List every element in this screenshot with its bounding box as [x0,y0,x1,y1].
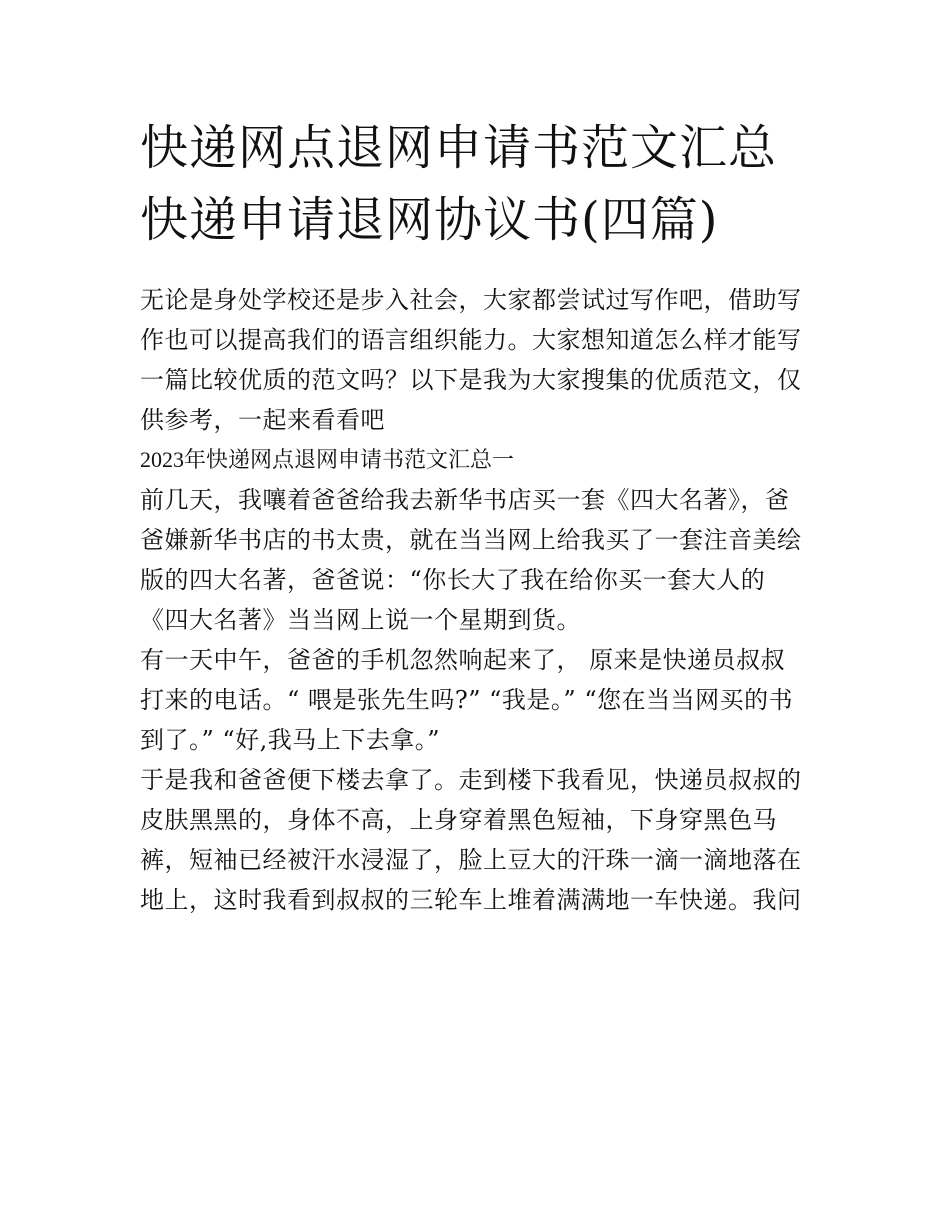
document-title [140,112,830,256]
text-line: 打来的电话。“ 喂是张先生吗?” “我是。” “您在当当网买的书 [140,686,794,714]
text-line: 供参考，一起来看看吧 [140,406,385,434]
text-line: 到了。” “好,我马上下去拿。” [140,726,441,754]
body-paragraph-2 [140,640,820,760]
text-line: 一篇比较优质的范文吗？以下是我为大家搜集的优质范文，仅 [140,366,802,394]
text-line: 《四大名著》当当网上说一个星期到货。 [140,606,581,634]
text-line: 于是我和爸爸便下楼去拿了。走到楼下我看见，快递员叔叔的 [140,766,802,794]
text-line: 作也可以提高我们的语言组织能力。大家想知道怎么样才能写 [140,326,802,354]
text-line: 有一天中午，爸爸的手机忽然响起来了， 原来是快递员叔叔 [140,646,786,674]
title-line: 快递申请退网协议书(四篇) [140,192,719,248]
text-line: 版的四大名著，爸爸说：“你长大了我在给你买一套大人的 [140,566,766,594]
text-line: 爸嫌新华书店的书太贵，就在当当网上给我买了一套注音美绘 [140,526,802,554]
text-line: 皮肤黑黑的，身体不高，上身穿着黑色短袖，下身穿黑色马 [140,806,777,834]
title-line: 快递网点退网申请书范文汇总 [140,120,778,176]
section-heading: 2023年快递网点退网申请书范文汇总一 [140,447,515,472]
intro-paragraph [140,280,820,440]
body-paragraph-1 [140,480,820,640]
text-line: 无论是身处学校还是步入社会，大家都尝试过写作吧，借助写 [140,286,802,314]
text-line: 地上，这时我看到叔叔的三轮车上堆着满满地一车快递。我问 [140,886,802,914]
body-paragraph-3 [140,760,820,920]
text-line: 前几天，我嚷着爸爸给我去新华书店买一套《四大名著》，爸 [140,486,790,514]
document-body [140,280,820,920]
text-line: 裤，短袖已经被汗水浸湿了，脸上豆大的汗珠一滴一滴地落在 [140,846,802,874]
